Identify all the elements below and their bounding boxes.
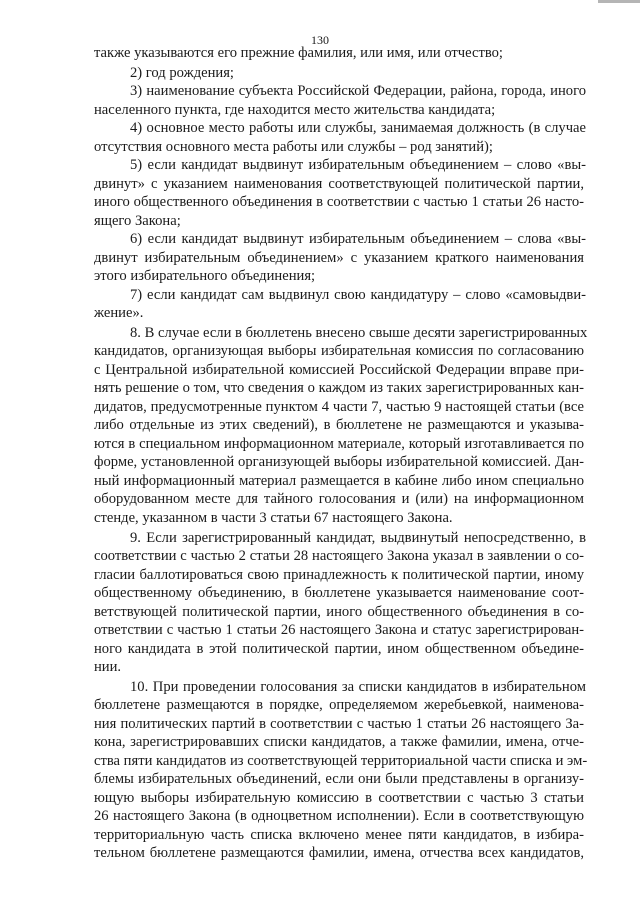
text-line: иного общественного объединения в соответствии с частью 1 статьи 26 насто- [94, 194, 584, 210]
text-line: ответствии с частью 1 статьи 26 настоящего Закона и статус зарегистрирован- [94, 622, 584, 638]
text-line: ния политических партий в соответствии с частью 1 статьи 26 настоящего За- [94, 716, 584, 732]
text-line: этого избирательного объединения; [94, 268, 316, 284]
text-line: нии. [94, 659, 122, 675]
text-line: двинут» с указанием наименования соответствующей политической партии, [94, 176, 584, 192]
text-line: 3) наименование субъекта Российской Федерации, района, города, иного [130, 83, 586, 99]
text-line: оборудованном месте для тайного голосования и (или) на информационном [94, 491, 584, 507]
text-line: территориальную часть списка включено менее пяти кандидатов, в избира- [94, 827, 584, 843]
text-line: нять решение о том, что сведения о каждом из таких зарегистрированных кан- [94, 380, 584, 396]
text-line: 2) год рождения; [130, 65, 234, 81]
text-line: жение». [94, 305, 144, 321]
page-number: 130 [311, 33, 329, 47]
text-line: ветствующей политической партии, иного общественного объединения в со- [94, 604, 584, 620]
text-line: ного кандидата в этой политической партии, ином общественном объедине- [94, 641, 584, 657]
text-line: 5) если кандидат выдвинут избирательным объединением – слово «вы- [130, 157, 586, 173]
text-line: форме, установленной организующей выборы избирательной комиссией. Дан- [94, 454, 584, 470]
text-line: 10. При проведении голосования за списки кандидатов в избирательном [130, 679, 586, 695]
text-line: 6) если кандидат выдвинут избирательным объединением – слова «вы- [130, 231, 586, 247]
text-line: отсутствия основного места работы или службы – род занятий); [94, 139, 493, 155]
text-line: населенного пункта, где находится место жительства кандидата; [94, 102, 496, 118]
text-line: ющую выборы избирательную комиссию в соответствии с частью 3 статьи [94, 790, 584, 806]
text-line: ства пяти кандидатов из соответствующей территориальной части списка и эм- [94, 753, 588, 769]
text-line: блемы избирательных объединений, если они были представлены в организу- [94, 771, 584, 787]
text-line: также указываются его прежние фамилия, или имя, или отчество; [94, 45, 503, 61]
text-line: 9. Если зарегистрированный кандидат, выдвинутый непосредственно, в [130, 530, 586, 546]
text-line: ный информационный материал размещается в кабине либо ином специально [94, 473, 584, 489]
text-line: бюллетене размещаются в порядке, определяемом жеребьевкой, наименова- [94, 697, 584, 713]
text-line: стенде, указанном в части 3 статьи 67 настоящего Закона. [94, 510, 453, 526]
text-line: 8. В случае если в бюллетень внесено свыше десяти зарегистрированных [130, 325, 588, 341]
text-line: соответствии с частью 2 статьи 28 настоящего Закона указал в заявлении о со- [94, 548, 584, 564]
text-line: кандидатов, организующая выборы избирательная комиссия по согласованию [94, 343, 584, 359]
text-line: кона, зарегистрировавших списки кандидатов, а также фамилии, имена, отче- [94, 734, 584, 750]
text-line: двинут избирательным объединением» с указанием краткого наименования [94, 250, 584, 266]
text-line: тельном бюллетене размещаются фамилии, имена, отчества всех кандидатов, [94, 845, 584, 861]
text-line: с Центральной избирательной комиссией Российской Федерации вправе при- [94, 362, 584, 378]
text-line: 4) основное место работы или службы, занимаемая должность (в случае [130, 120, 586, 136]
text-line: 26 настоящего Закона (в одноцветном исполнении). Если в соответствующую [94, 808, 584, 824]
text-line: либо отдельные из этих сведений), в бюллетене не размещаются и указыва- [94, 417, 584, 433]
text-line: общественному объединению, в бюллетене указывается наименование соот- [94, 585, 584, 601]
text-line: ящего Закона; [94, 213, 181, 229]
text-line: 7) если кандидат сам выдвинул свою кандидатуру – слово «самовыдви- [130, 287, 586, 303]
text-line: гласии баллотироваться свою принадлежность к политической партии, иному [94, 567, 584, 583]
text-line: ются в специальном информационном материале, который изготавливается по [94, 436, 584, 452]
text-line: дидатов, предусмотренные пунктом 4 части 7, частью 9 настоящей статьи (все [94, 399, 584, 415]
